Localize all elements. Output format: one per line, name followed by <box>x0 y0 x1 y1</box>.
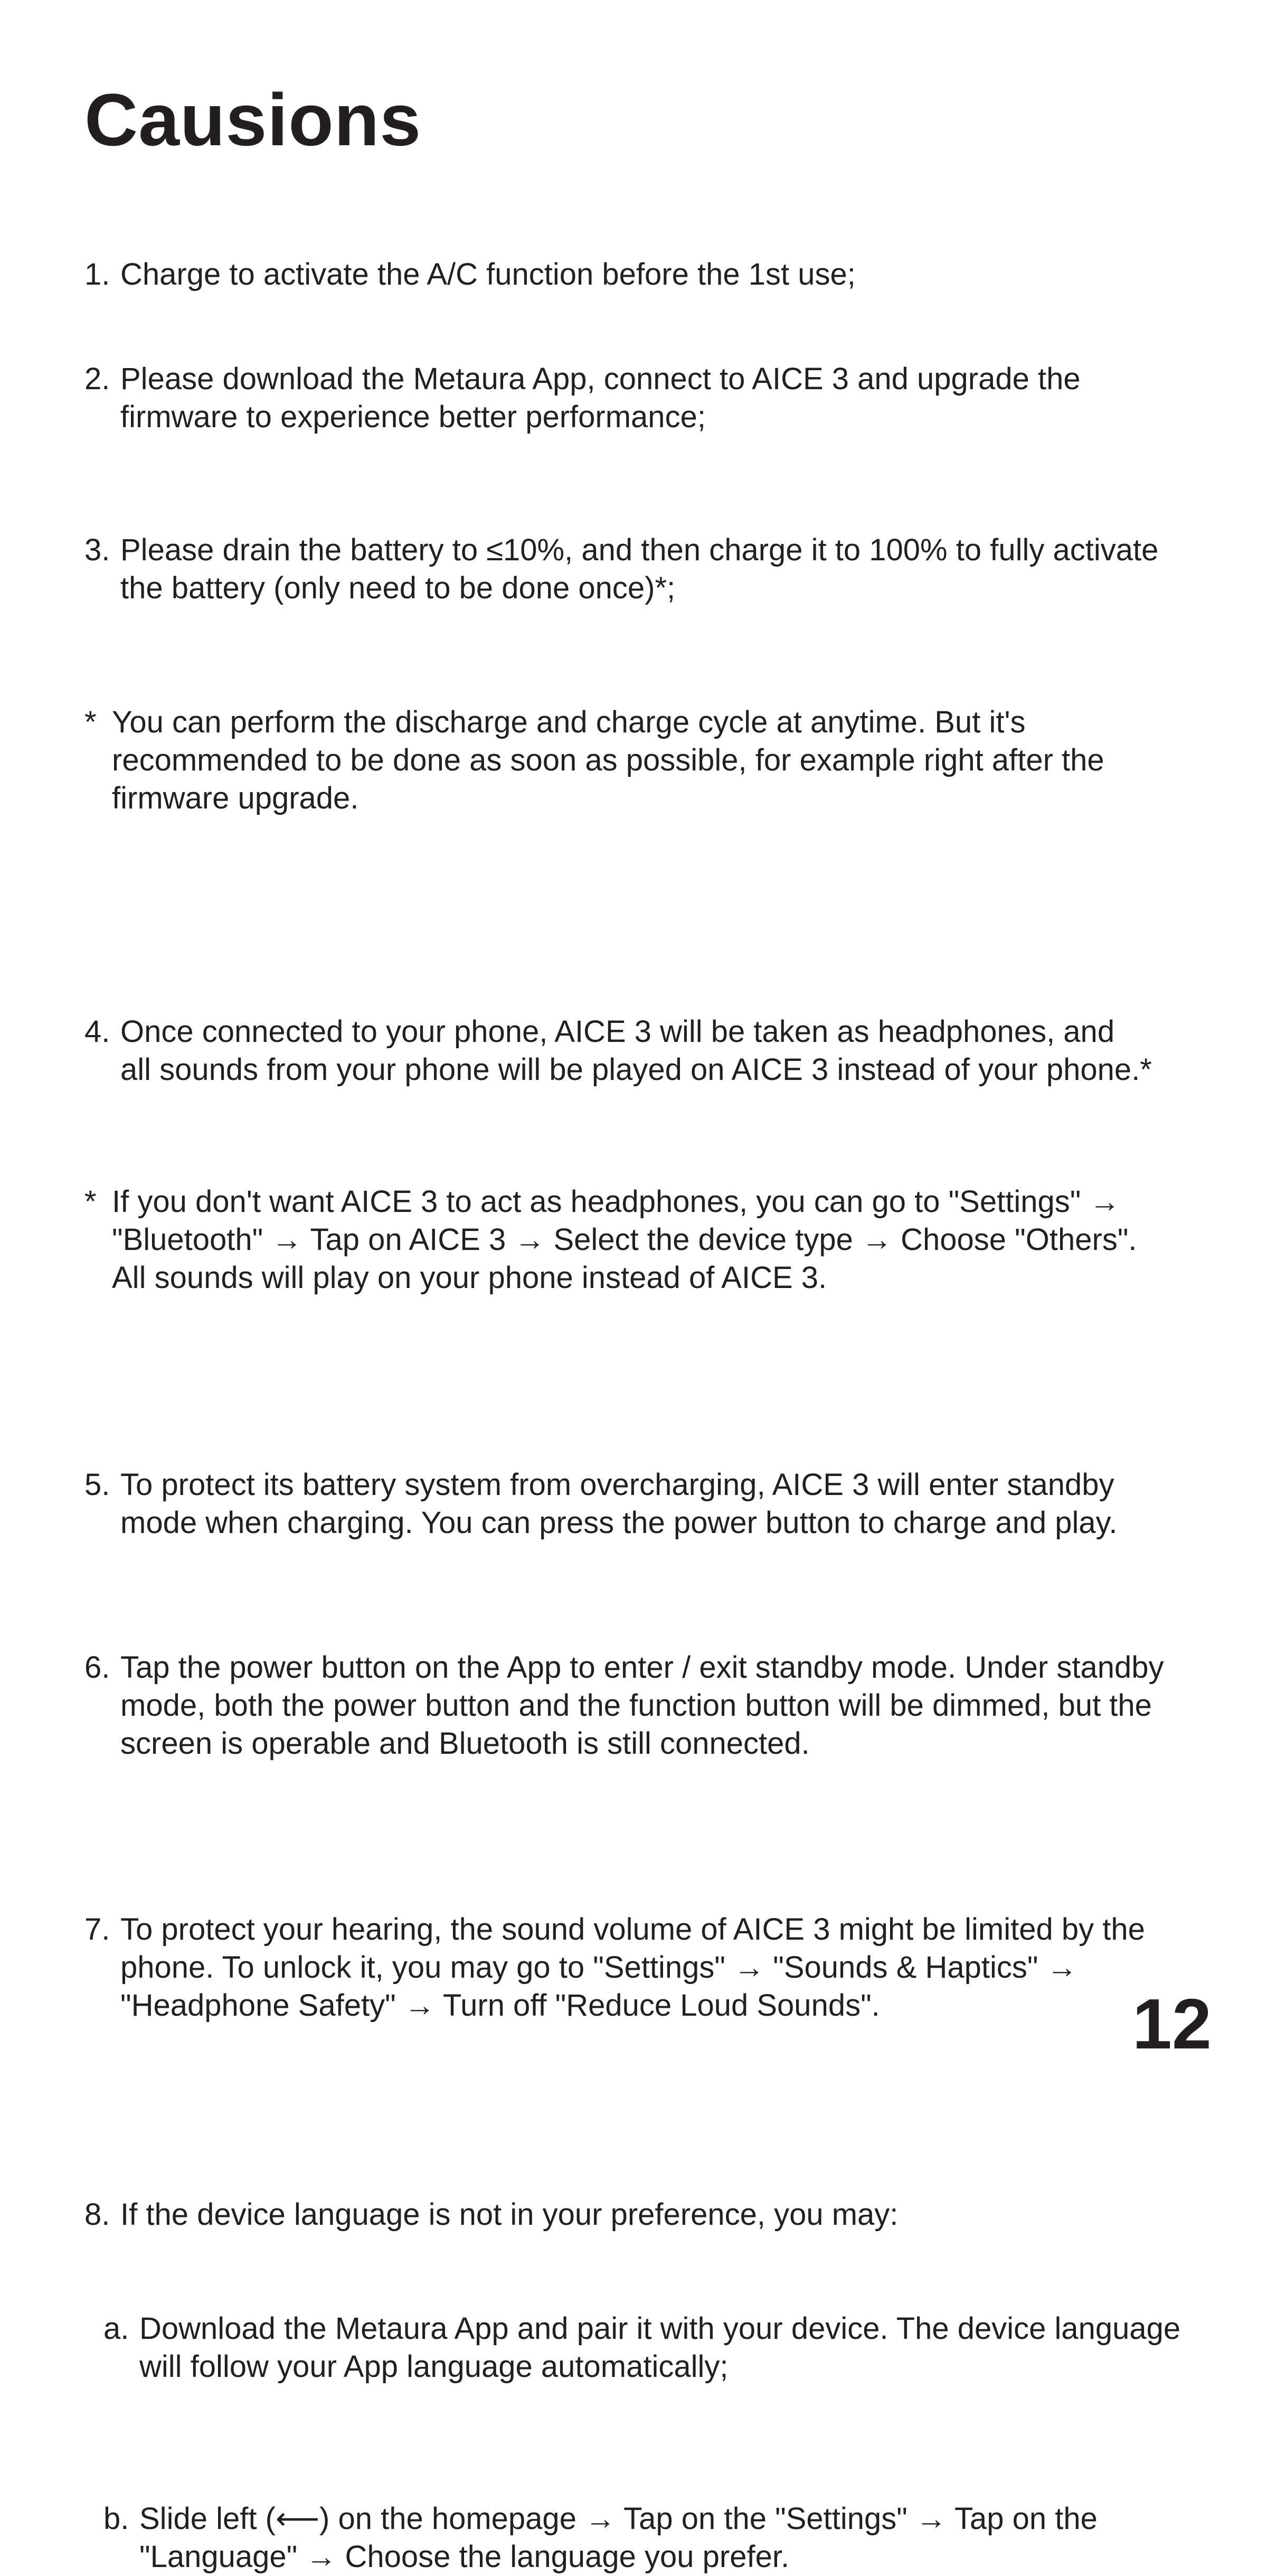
caution-subitem-b <box>84 2500 1267 2576</box>
caution-item-1 <box>84 256 1267 294</box>
item-text-line: Tap the power button on the App to enter / exit standby mode. Under standby <box>120 1650 1164 1685</box>
item-text-line: the battery (only need to be done once)*; <box>120 571 676 605</box>
subitem-text-line: Download the Metaura App and pair it with your device. The device language <box>139 2311 1181 2346</box>
item-number: 1. <box>84 257 110 292</box>
item-number: 5. <box>84 1468 110 1502</box>
item-number: 3. <box>84 533 110 567</box>
caution-item-3 <box>84 531 1267 607</box>
item-text-line: To protect its battery system from overcharging, AICE 3 will enter standby <box>120 1468 1114 1502</box>
item-number: 7. <box>84 1912 110 1947</box>
item-text-line: phone. To unlock it, you may go to "Settings" → "Sounds & Haptics" → <box>120 1950 1077 1985</box>
caution-item-4 <box>84 1013 1267 1089</box>
footnote-text-line: If you don't want AICE 3 to act as headphones, you can go to "Settings" → <box>112 1184 1120 1219</box>
caution-item-6 <box>84 1649 1267 1763</box>
footnote-asterisk: * <box>84 1184 97 1219</box>
subitem-text-line: Slide left (⟵) on the homepage → Tap on the "Settings" → Tap on the <box>139 2502 1098 2536</box>
footnote-1 <box>84 703 1267 817</box>
item-number: 2. <box>84 362 110 396</box>
item-number: 6. <box>84 1650 110 1685</box>
caution-item-2 <box>84 360 1267 436</box>
subitem-letter: a. <box>103 2311 129 2346</box>
footnote-text-line: All sounds will play on your phone instead of AICE 3. <box>112 1261 827 1295</box>
footnote-text-line: "Bluetooth" → Tap on AICE 3 → Select the device type → Choose "Others". <box>112 1223 1137 1257</box>
item-text-line: Please download the Metaura App, connect to AICE 3 and upgrade the <box>120 362 1081 396</box>
caution-item-5 <box>84 1466 1267 1542</box>
item-text-line: mode, both the power button and the function button will be dimmed, but the <box>120 1688 1152 1723</box>
footnote-2 <box>84 1183 1267 1297</box>
footnote-text-line: You can perform the discharge and charge cycle at anytime. But it's <box>112 705 1026 739</box>
page-title: Causions <box>84 78 422 161</box>
page-number: 12 <box>1132 1984 1212 2064</box>
item-text-line: screen is operable and Bluetooth is still connected. <box>120 1726 810 1761</box>
item-text-line: Charge to activate the A/C function before the 1st use; <box>120 257 856 292</box>
subitem-letter: b. <box>103 2502 129 2536</box>
item-text-line: Please drain the battery to ≤10%, and then charge it to 100% to fully activate <box>120 533 1159 567</box>
item-text-line: "Headphone Safety" → Turn off "Reduce Loud Sounds". <box>120 1988 880 2023</box>
footnote-text-line: recommended to be done as soon as possible, for example right after the <box>112 743 1104 777</box>
caution-item-8 <box>84 2196 1267 2234</box>
item-text-line: If the device language is not in your preference, you may: <box>120 2197 899 2232</box>
item-number: 4. <box>84 1014 110 1049</box>
footnote-text-line: firmware upgrade. <box>112 781 359 815</box>
footnote-asterisk: * <box>84 705 97 739</box>
item-text-line: firmware to experience better performance; <box>120 400 706 434</box>
item-text-line: Once connected to your phone, AICE 3 will be taken as headphones, and <box>120 1014 1115 1049</box>
subitem-text-line: will follow your App language automatically; <box>139 2349 729 2384</box>
subitem-text-line: "Language" → Choose the language you prefer. <box>139 2540 790 2574</box>
caution-item-7 <box>84 1911 1267 2025</box>
item-text-line: mode when charging. You can press the power button to charge and play. <box>120 1506 1118 1540</box>
item-text-line: To protect your hearing, the sound volume of AICE 3 might be limited by the <box>120 1912 1145 1947</box>
caution-subitem-a <box>84 2310 1267 2386</box>
item-text-line: all sounds from your phone will be played on AICE 3 instead of your phone.* <box>120 1052 1152 1087</box>
item-number: 8. <box>84 2197 110 2232</box>
